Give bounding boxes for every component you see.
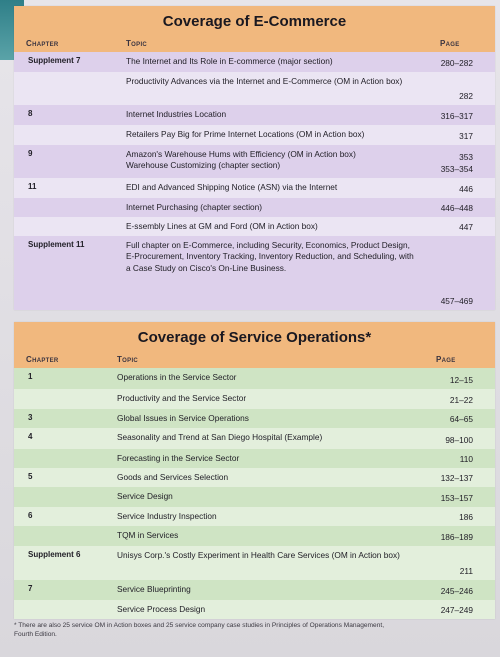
header-chapter: Chapter xyxy=(26,39,59,48)
row-topic: Service Process Design xyxy=(117,604,206,614)
row-page: 211 xyxy=(459,565,473,576)
table-row xyxy=(14,105,495,125)
row-topic: Seasonality and Trend at San Diego Hospital (Example) xyxy=(117,432,323,442)
row-topic: EDI and Advanced Shipping Notice (ASN) via the Internet xyxy=(126,182,338,192)
row-topic: The Internet and Its Role in E-commerce (major section) xyxy=(126,56,333,66)
row-topic: Amazon's Warehouse Hums with Efficiency (OM in Action box) Warehouse Customizing (chapter section) xyxy=(126,149,356,171)
table-row xyxy=(14,145,495,178)
row-topic: Internet Purchasing (chapter section) xyxy=(126,202,263,212)
row-topic: Full chapter on E-Commerce, including Security, Economics, Product Design, E-Procurement, Inventory Tracking, Inventory Reduction, and Scheduling, with a Case Study on Cisco's On-Line Business. xyxy=(126,240,414,273)
table-row xyxy=(14,72,495,105)
row-topic: Service Design xyxy=(117,491,173,501)
row-topic: Operations in the Service Sector xyxy=(117,372,237,382)
table-row xyxy=(14,487,495,507)
row-chapter: 4 xyxy=(28,432,33,441)
table-row xyxy=(14,468,495,487)
header-topic: Topic xyxy=(126,39,148,48)
row-topic: Service Blueprinting xyxy=(117,584,191,594)
row-page: 280–282 xyxy=(440,57,473,68)
row-page: 446–448 xyxy=(440,202,473,213)
row-page: 132–137 xyxy=(440,472,473,483)
header-page: Page xyxy=(440,39,460,48)
row-topic: TQM in Services xyxy=(117,530,179,540)
row-chapter: 5 xyxy=(28,472,33,481)
ecommerce-table-body xyxy=(14,52,495,310)
table-row xyxy=(14,409,495,428)
row-topic: Productivity Advances via the Internet and E-Commerce (OM in Action box) xyxy=(126,76,403,86)
header-chapter: Chapter xyxy=(26,355,59,364)
row-topic: Forecasting in the Service Sector xyxy=(117,453,240,463)
row-page: 446 xyxy=(459,183,473,194)
service-operations-table xyxy=(14,322,495,619)
row-chapter: Supplement 11 xyxy=(28,240,85,249)
service-table-title: Coverage of Service Operations* xyxy=(14,322,495,347)
row-page: 282 xyxy=(459,90,473,101)
header-topic: Topic xyxy=(117,355,139,364)
table-row xyxy=(14,428,495,449)
row-page: 447 xyxy=(459,221,473,232)
row-topic: Unisys Corp.'s Costly Experiment in Health Care Services (OM in Action box) xyxy=(117,550,400,560)
table-row xyxy=(14,217,495,236)
table-row xyxy=(14,449,495,468)
table-row xyxy=(14,507,495,526)
table-row xyxy=(14,52,495,72)
row-topic: Productivity and the Service Sector xyxy=(117,393,247,403)
row-topic: Retailers Pay Big for Prime Internet Locations (OM in Action box) xyxy=(126,129,365,139)
row-chapter: 7 xyxy=(28,584,33,593)
row-chapter: Supplement 7 xyxy=(28,56,81,65)
ecommerce-table-header xyxy=(14,31,495,52)
row-page: 153–157 xyxy=(440,492,473,503)
row-page: 247–249 xyxy=(440,604,473,615)
table-row xyxy=(14,236,495,310)
row-topic: Service Industry Inspection xyxy=(117,511,217,521)
header-page: Page xyxy=(436,355,456,364)
row-topic: E-ssembly Lines at GM and Ford (OM in Action box) xyxy=(126,221,318,231)
row-page: 457–469 xyxy=(440,295,473,306)
row-page: 12–15 xyxy=(449,374,473,385)
row-chapter: 3 xyxy=(28,413,33,422)
row-topic: Internet Industries Location xyxy=(126,109,227,119)
table-row xyxy=(14,125,495,145)
row-topic: Goods and Services Selection xyxy=(117,472,229,482)
row-page: 98–100 xyxy=(445,434,473,445)
table-row xyxy=(14,600,495,619)
row-page: 316–317 xyxy=(440,110,473,121)
row-page: 64–65 xyxy=(449,413,473,424)
row-topic: Global Issues in Service Operations xyxy=(117,413,249,423)
row-chapter: 9 xyxy=(28,149,33,158)
table-row xyxy=(14,368,495,389)
table-row xyxy=(14,526,495,546)
table-row xyxy=(14,546,495,580)
row-chapter: 11 xyxy=(28,182,37,191)
table-row xyxy=(14,389,495,409)
row-page: 110 xyxy=(459,453,473,464)
row-chapter: 1 xyxy=(28,372,33,381)
row-chapter: 6 xyxy=(28,511,33,520)
row-page: 317 xyxy=(459,130,473,141)
row-page: 186 xyxy=(459,511,473,522)
table-row xyxy=(14,198,495,217)
table-row xyxy=(14,178,495,198)
footnote: * There are also 25 service OM in Action boxes and 25 service company case studies in Principles of Operations Management, Fourth Edition. xyxy=(14,622,385,638)
service-table-header xyxy=(14,347,495,368)
table-row xyxy=(14,580,495,600)
service-table-body xyxy=(14,368,495,619)
row-page: 353 353–354 xyxy=(440,152,473,174)
row-page: 186–189 xyxy=(440,531,473,542)
ecommerce-coverage-table xyxy=(14,6,495,310)
row-chapter: 8 xyxy=(28,109,33,118)
row-page: 245–246 xyxy=(440,585,473,596)
ecommerce-table-title: Coverage of E-Commerce xyxy=(14,6,495,31)
row-chapter: Supplement 6 xyxy=(28,550,81,559)
row-page: 21–22 xyxy=(449,394,473,405)
